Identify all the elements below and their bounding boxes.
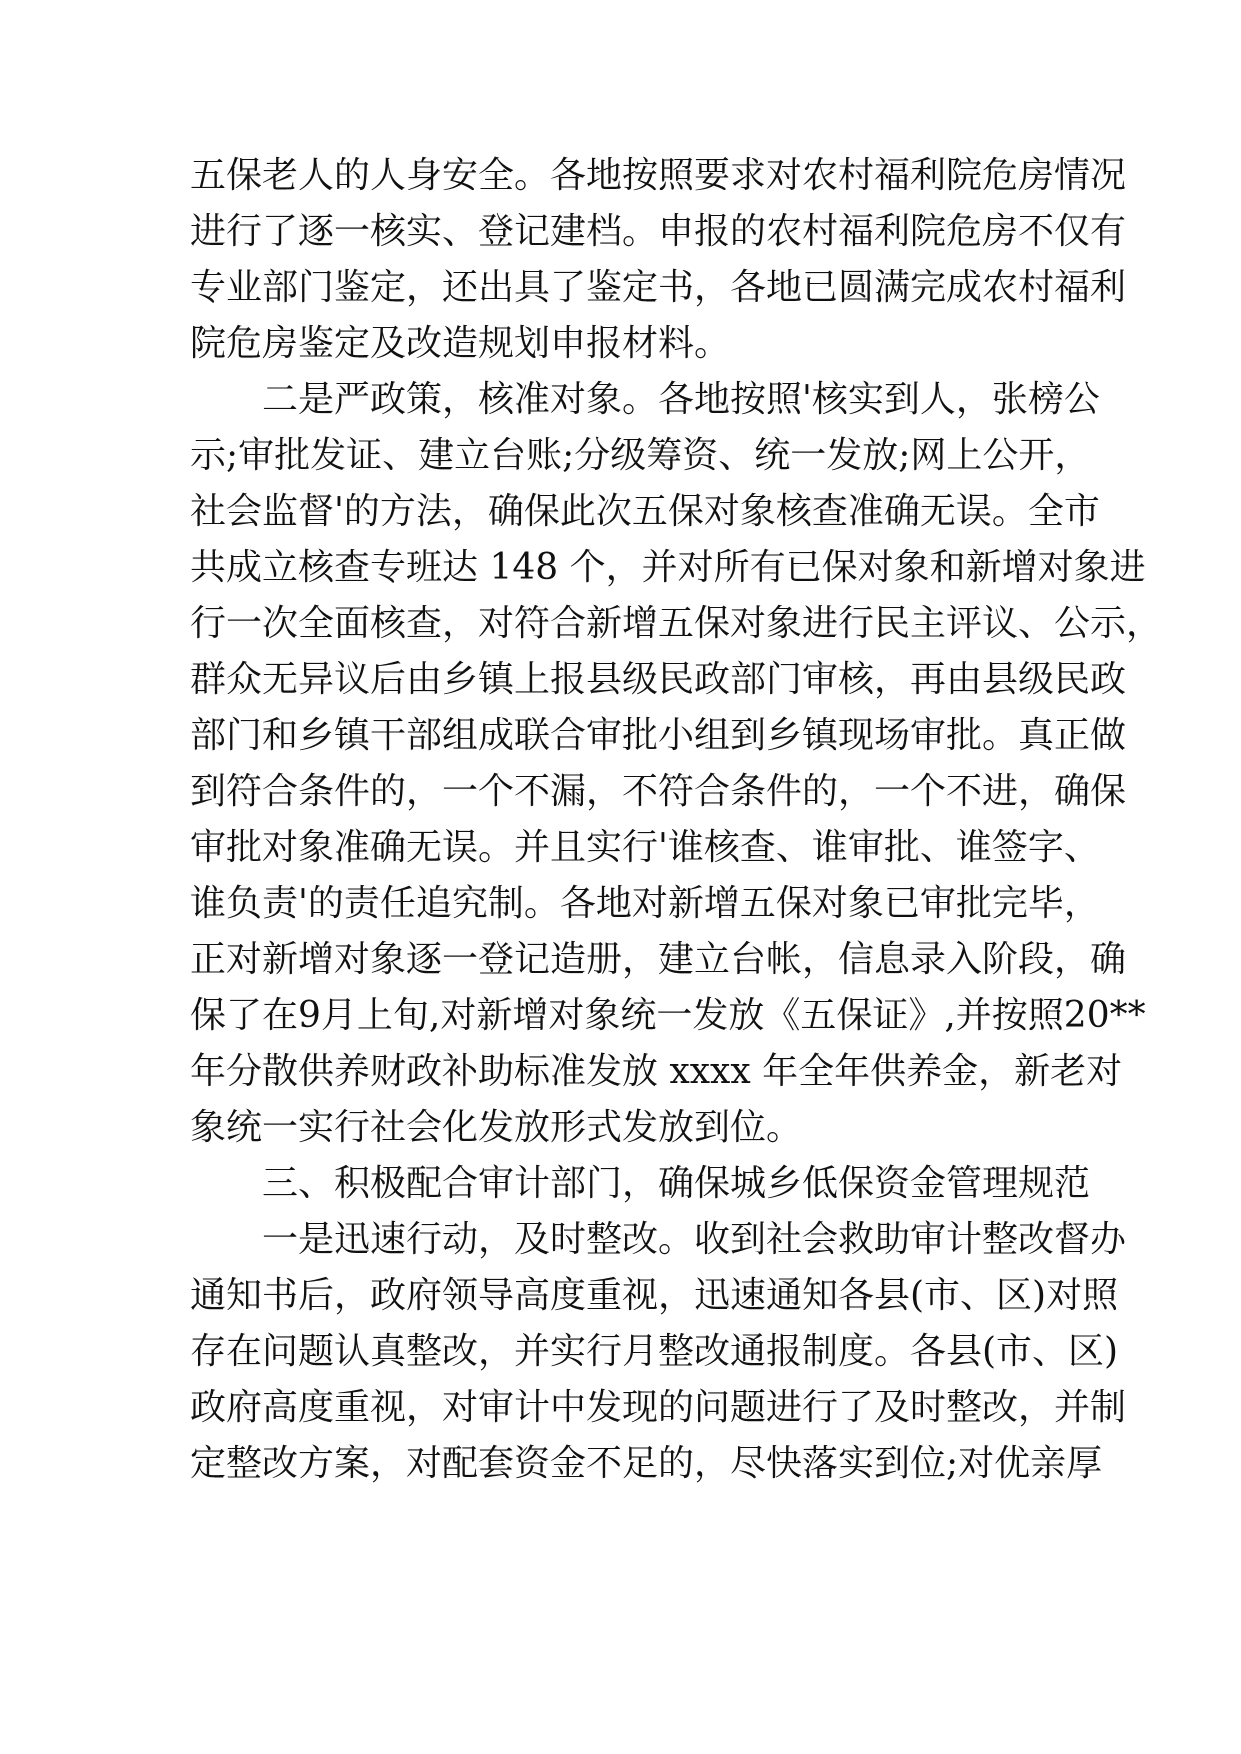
text-line: 五保老人的人身安全。各地按照要求对农村福利院危房情况 (190, 155, 1127, 196)
text-line: 群众无异议后由乡镇上报县级民政部门审核，再由县级民政 (190, 659, 1127, 700)
text-line: 通知书后，政府领导高度重视，迅速通知各县(市、区)对照 (190, 1275, 1119, 1316)
paragraph-start-line: 二是严政策，核准对象。各地按照'核实到人，张榜公 (190, 379, 1100, 420)
text-line: 到符合条件的，一个不漏，不符合条件的，一个不进，确保 (190, 771, 1127, 812)
text-line: 保了在9月上旬,对新增对象统一发放《五保证》,并按照20** (190, 995, 1146, 1036)
text-line: 谁负责'的责任追究制。各地对新增五保对象已审批完毕， (190, 883, 1100, 924)
text-line: 象统一实行社会化发放形式发放到位。 (190, 1107, 803, 1148)
paragraph-start-line: 一是迅速行动，及时整改。收到社会救助审计整改督办 (190, 1219, 1127, 1260)
text-line: 专业部门鉴定，还出具了鉴定书，各地已圆满完成农村福利 (190, 267, 1127, 308)
text-line: 共成立核查专班达 148 个，并对所有已保对象和新增对象进 (190, 547, 1146, 588)
text-line: 审批对象准确无误。并且实行'谁核查、谁审批、谁签字、 (190, 827, 1100, 868)
text-line: 行一次全面核查，对符合新增五保对象进行民主评议、公示， (190, 603, 1163, 644)
text-line: 示;审批发证、建立台账;分级筹资、统一发放;网上公开， (190, 435, 1091, 476)
text-line: 正对新增对象逐一登记造册，建立台帐，信息录入阶段，确 (190, 939, 1127, 980)
text-line: 年分散供养财政补助标准发放 xxxx 年全年供养金，新老对 (190, 1051, 1123, 1092)
text-line: 院危房鉴定及改造规划申报材料。 (190, 323, 731, 364)
text-line: 存在问题认真整改，并实行月整改通报制度。各县(市、区) (190, 1331, 1119, 1372)
text-line: 社会监督'的方法，确保此次五保对象核查准确无误。全市 (190, 491, 1100, 532)
text-line: 部门和乡镇干部组成联合审批小组到乡镇现场审批。真正做 (190, 715, 1127, 756)
text-line: 政府高度重视，对审计中发现的问题进行了及时整改，并制 (190, 1387, 1127, 1428)
document-body (190, 148, 1163, 1492)
text-line: 定整改方案，对配套资金不足的，尽快落实到位;对优亲厚 (190, 1443, 1103, 1484)
section-heading: 三、积极配合审计部门，确保城乡低保资金管理规范 (190, 1163, 1091, 1204)
text-line: 进行了逐一核实、登记建档。申报的农村福利院危房不仅有 (190, 211, 1127, 252)
